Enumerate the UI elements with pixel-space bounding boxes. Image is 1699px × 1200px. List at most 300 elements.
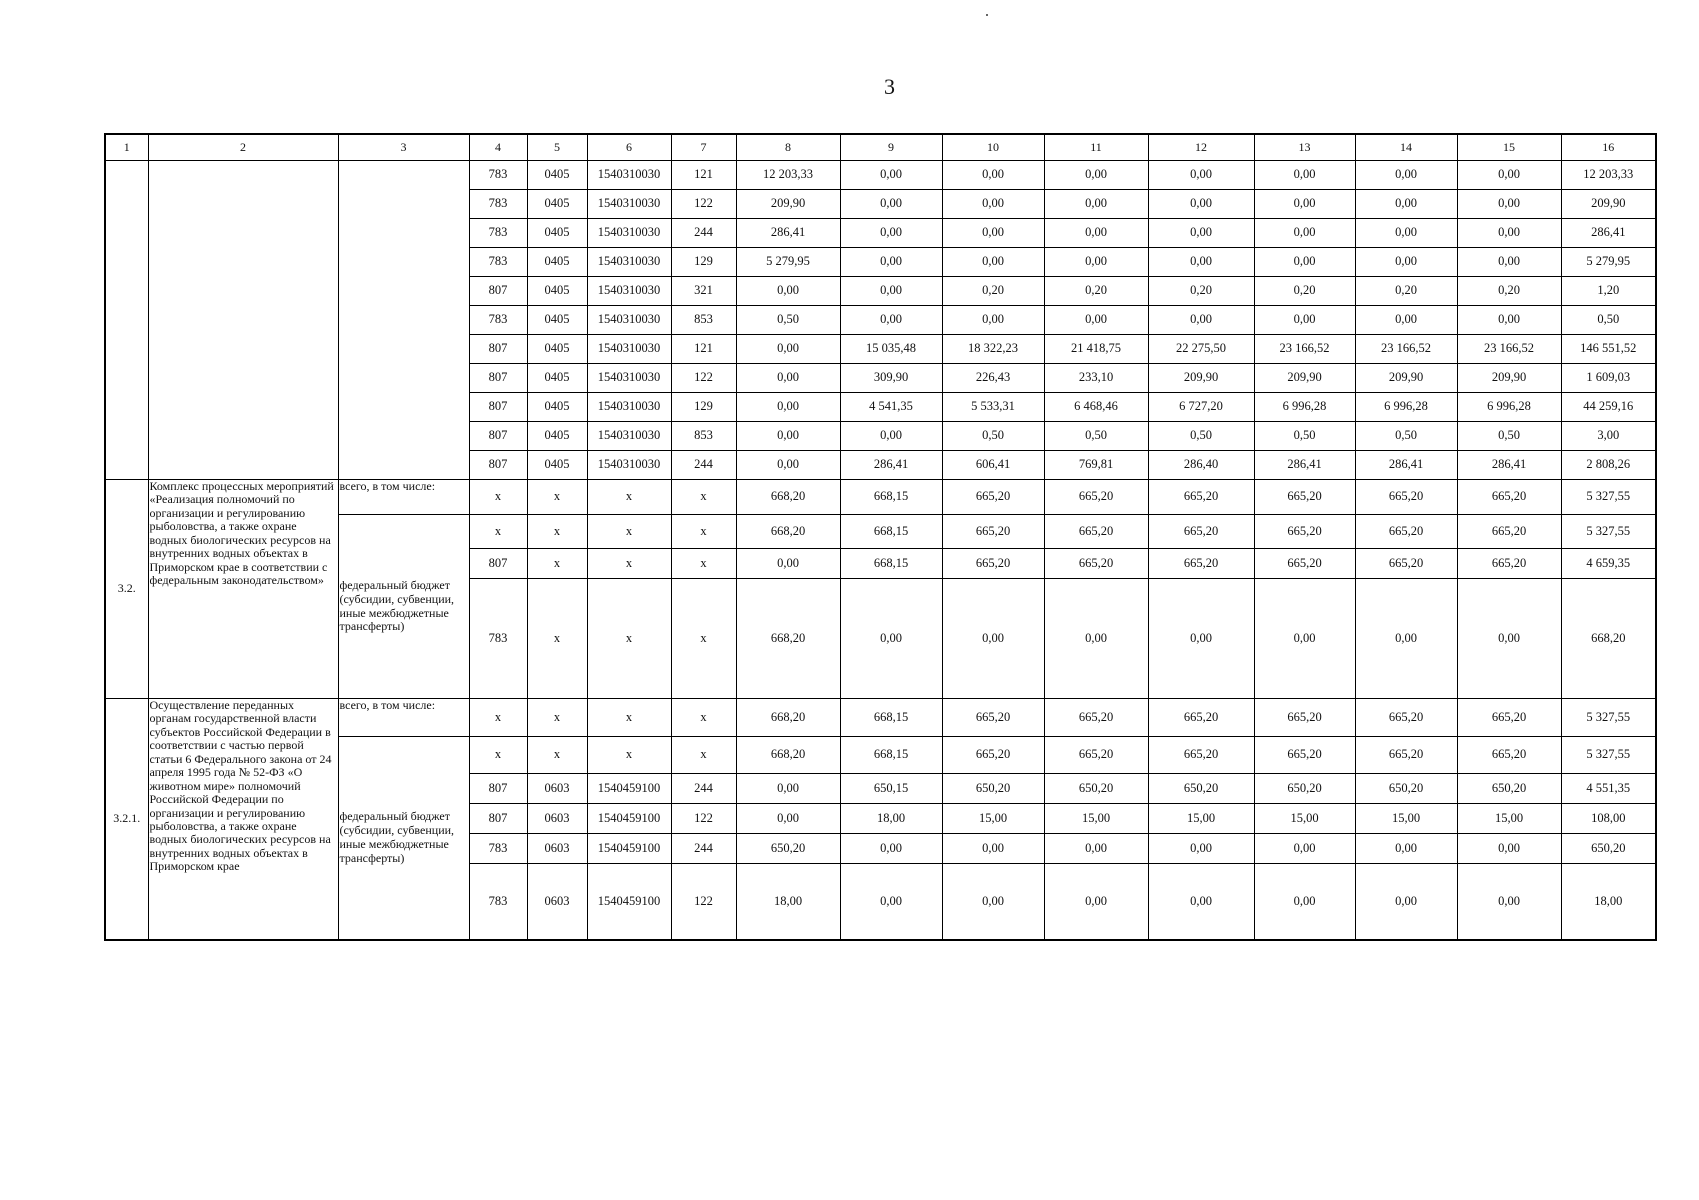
header-row [105,134,1656,161]
table-cell-col9: 668,15 [840,480,942,515]
budget-table [104,133,1657,941]
table-cell-col14: 0,00 [1355,864,1457,941]
table-cell-col4: 783 [469,306,527,335]
table-cell-col15: 6 996,28 [1457,393,1561,422]
table-cell-col12: 0,00 [1148,579,1254,699]
table-cell-col9: 0,00 [840,161,942,190]
table-cell-col11: 665,20 [1044,549,1148,579]
table-cell-col4: x [469,515,527,549]
table-cell-col8: 668,20 [736,480,840,515]
column-header-5: 5 [527,134,587,161]
table-cell-col13: 0,00 [1254,834,1355,864]
table-cell-col7: 321 [671,277,736,306]
table-cell-col15: 0,00 [1457,248,1561,277]
table-cell-col15: 0,50 [1457,422,1561,451]
table-row [105,515,1656,549]
table-cell-col11: 233,10 [1044,364,1148,393]
table-cell-col8: 668,20 [736,737,840,774]
table-cell-col13: 665,20 [1254,515,1355,549]
table-cell-col10: 0,00 [942,834,1044,864]
block1-source-cell [338,161,469,480]
table-cell-col9: 286,41 [840,451,942,480]
table-cell-col7: 129 [671,248,736,277]
table-cell-col9: 668,15 [840,737,942,774]
table-cell-col12: 0,50 [1148,422,1254,451]
table-cell-col10: 226,43 [942,364,1044,393]
table-cell-col14: 0,00 [1355,219,1457,248]
table-cell-col4: 807 [469,804,527,834]
table-cell-col8: 0,00 [736,774,840,804]
table-cell-col14: 665,20 [1355,515,1457,549]
table-cell-col7: 853 [671,422,736,451]
table-cell-col11: 769,81 [1044,451,1148,480]
table-cell-col9: 18,00 [840,804,942,834]
table-cell-col15: 15,00 [1457,804,1561,834]
table-cell-col7: x [671,480,736,515]
table-cell-col11: 0,00 [1044,579,1148,699]
table-cell-col15: 0,00 [1457,190,1561,219]
table-cell-col8: 0,50 [736,306,840,335]
column-header-8: 8 [736,134,840,161]
table-cell-col14: 15,00 [1355,804,1457,834]
table-cell-col7: 122 [671,364,736,393]
table-cell-col12: 650,20 [1148,774,1254,804]
table-cell-col5: 0603 [527,774,587,804]
table-cell-col10: 15,00 [942,804,1044,834]
item-number: 3.2. [105,480,148,699]
column-header-1: 1 [105,134,148,161]
table-cell-col10: 0,00 [942,579,1044,699]
table-cell-col7: x [671,549,736,579]
table-cell-col15: 665,20 [1457,737,1561,774]
table-cell-col16: 5 279,95 [1561,248,1656,277]
table-cell-col14: 0,00 [1355,834,1457,864]
table-cell-col7: 244 [671,219,736,248]
table-cell-col5: x [527,699,587,737]
column-header-7: 7 [671,134,736,161]
table-cell-col6: 1540310030 [587,190,671,219]
table-cell-col10: 5 533,31 [942,393,1044,422]
table-cell-col4: x [469,737,527,774]
table-cell-col9: 0,00 [840,834,942,864]
table-cell-col5: 0405 [527,190,587,219]
table-cell-col6: 1540310030 [587,219,671,248]
column-header-3: 3 [338,134,469,161]
table-cell-col14: 0,50 [1355,422,1457,451]
table-cell-col4: 783 [469,219,527,248]
table-cell-col11: 0,20 [1044,277,1148,306]
table-cell-col4: x [469,480,527,515]
table-cell-col15: 0,20 [1457,277,1561,306]
table-cell-col10: 0,00 [942,161,1044,190]
table-cell-col7: 244 [671,774,736,804]
table-cell-col10: 606,41 [942,451,1044,480]
table-cell-col14: 0,00 [1355,190,1457,219]
table-cell-col8: 286,41 [736,219,840,248]
table-cell-col5: x [527,549,587,579]
table-cell-col15: 0,00 [1457,834,1561,864]
column-header-10: 10 [942,134,1044,161]
table-cell-col12: 209,90 [1148,364,1254,393]
source-total-label: всего, в том числе: [338,699,469,737]
table-cell-col14: 0,20 [1355,277,1457,306]
table-cell-col4: 807 [469,422,527,451]
table-cell-col14: 0,00 [1355,579,1457,699]
table-cell-col14: 665,20 [1355,737,1457,774]
table-cell-col4: 783 [469,579,527,699]
table-cell-col12: 286,40 [1148,451,1254,480]
table-cell-col7: 121 [671,161,736,190]
table-cell-col6: x [587,699,671,737]
table-cell-col9: 0,00 [840,248,942,277]
table-cell-col5: 0405 [527,393,587,422]
table-cell-col15: 665,20 [1457,480,1561,515]
table-cell-col15: 23 166,52 [1457,335,1561,364]
table-cell-col8: 0,00 [736,277,840,306]
table-cell-col10: 18 322,23 [942,335,1044,364]
table-cell-col16: 108,00 [1561,804,1656,834]
table-cell-col9: 650,15 [840,774,942,804]
column-header-14: 14 [1355,134,1457,161]
table-cell-col16: 209,90 [1561,190,1656,219]
table-cell-col13: 23 166,52 [1254,335,1355,364]
table-cell-col16: 668,20 [1561,579,1656,699]
table-cell-col6: 1540310030 [587,248,671,277]
table-cell-col11: 6 468,46 [1044,393,1148,422]
table-cell-col4: 807 [469,774,527,804]
table-cell-col16: 5 327,55 [1561,699,1656,737]
table-cell-col11: 21 418,75 [1044,335,1148,364]
column-header-16: 16 [1561,134,1656,161]
table-cell-col5: 0603 [527,804,587,834]
table-cell-col11: 665,20 [1044,515,1148,549]
table-cell-col6: x [587,737,671,774]
table-cell-col11: 0,00 [1044,219,1148,248]
table-cell-col15: 0,00 [1457,306,1561,335]
table-cell-col10: 0,20 [942,277,1044,306]
source-total-label: всего, в том числе: [338,480,469,515]
table-cell-col12: 665,20 [1148,480,1254,515]
source-federal-budget-label: федеральный бюджет (субсидии, субвенции, иные межбюджетные трансферты) [338,737,469,941]
table-cell-col7: 853 [671,306,736,335]
table-cell-col6: 1540310030 [587,277,671,306]
table-cell-col12: 6 727,20 [1148,393,1254,422]
table-cell-col13: 0,00 [1254,306,1355,335]
table-cell-col14: 665,20 [1355,699,1457,737]
table-cell-col16: 18,00 [1561,864,1656,941]
table-cell-col13: 15,00 [1254,804,1355,834]
table-cell-col16: 5 327,55 [1561,515,1656,549]
table-cell-col5: 0405 [527,335,587,364]
table-cell-col8: 0,00 [736,335,840,364]
table-cell-col8: 0,00 [736,393,840,422]
table-cell-col6: x [587,515,671,549]
table-cell-col15: 286,41 [1457,451,1561,480]
table-cell-col9: 0,00 [840,190,942,219]
table-cell-col10: 665,20 [942,515,1044,549]
table-cell-col6: 1540310030 [587,306,671,335]
table-cell-col4: 807 [469,393,527,422]
scan-speck [986,14,988,16]
table-cell-col6: 1540459100 [587,804,671,834]
page-number: 3 [884,74,895,99]
source-federal-budget-label: федеральный бюджет (субсидии, субвенции, иные межбюджетные трансферты) [338,515,469,699]
table-cell-col5: 0405 [527,306,587,335]
column-header-6: 6 [587,134,671,161]
table-cell-col4: 783 [469,248,527,277]
table-cell-col13: 0,00 [1254,864,1355,941]
table-cell-col12: 665,20 [1148,549,1254,579]
table-cell-col9: 0,00 [840,422,942,451]
table-cell-col14: 209,90 [1355,364,1457,393]
table-cell-col12: 0,00 [1148,161,1254,190]
table-cell-col10: 0,00 [942,190,1044,219]
table-cell-col14: 650,20 [1355,774,1457,804]
table-cell-col7: 122 [671,804,736,834]
table-cell-col10: 0,00 [942,248,1044,277]
table-cell-col13: 0,00 [1254,161,1355,190]
table-cell-col12: 0,00 [1148,864,1254,941]
table-cell-col15: 0,00 [1457,864,1561,941]
table-cell-col10: 0,00 [942,219,1044,248]
table-cell-col16: 3,00 [1561,422,1656,451]
table-cell-col5: 0603 [527,864,587,941]
table-cell-col6: 1540459100 [587,774,671,804]
table-cell-col9: 15 035,48 [840,335,942,364]
table-cell-col15: 0,00 [1457,219,1561,248]
table-cell-col15: 0,00 [1457,579,1561,699]
table-cell-col8: 5 279,95 [736,248,840,277]
table-cell-col14: 665,20 [1355,549,1457,579]
column-header-15: 15 [1457,134,1561,161]
table-cell-col16: 146 551,52 [1561,335,1656,364]
table-cell-col16: 12 203,33 [1561,161,1656,190]
table-cell-col8: 209,90 [736,190,840,219]
table-cell-col10: 665,20 [942,480,1044,515]
table-cell-col11: 0,00 [1044,161,1148,190]
table-cell-col4: 783 [469,161,527,190]
table-cell-col6: 1540310030 [587,161,671,190]
table-cell-col10: 665,20 [942,699,1044,737]
table-cell-col6: 1540310030 [587,393,671,422]
table-cell-col8: 0,00 [736,451,840,480]
table-cell-col7: 244 [671,834,736,864]
table-cell-col13: 209,90 [1254,364,1355,393]
table-cell-col5: 0405 [527,451,587,480]
table-cell-col6: 1540310030 [587,364,671,393]
table-row [105,161,1656,190]
table-cell-col5: x [527,480,587,515]
table-cell-col11: 665,20 [1044,737,1148,774]
table-cell-col9: 0,00 [840,219,942,248]
table-cell-col5: x [527,737,587,774]
table-cell-col7: 122 [671,864,736,941]
table-cell-col7: 244 [671,451,736,480]
table-cell-col8: 650,20 [736,834,840,864]
table-cell-col16: 5 327,55 [1561,737,1656,774]
table-cell-col13: 0,00 [1254,190,1355,219]
table-cell-col7: x [671,737,736,774]
table-cell-col10: 0,50 [942,422,1044,451]
table-cell-col14: 0,00 [1355,161,1457,190]
table-cell-col11: 0,00 [1044,306,1148,335]
table-cell-col15: 650,20 [1457,774,1561,804]
column-header-12: 12 [1148,134,1254,161]
block1-desc-cell [148,161,338,480]
table-cell-col4: 783 [469,864,527,941]
table-cell-col10: 0,00 [942,864,1044,941]
table-cell-col6: 1540310030 [587,422,671,451]
table-cell-col9: 668,15 [840,549,942,579]
table-cell-col15: 209,90 [1457,364,1561,393]
column-header-2: 2 [148,134,338,161]
table-cell-col6: 1540310030 [587,451,671,480]
table-cell-col13: 665,20 [1254,737,1355,774]
table-cell-col6: x [587,549,671,579]
table-cell-col12: 0,20 [1148,277,1254,306]
table-cell-col13: 0,00 [1254,219,1355,248]
table-cell-col9: 0,00 [840,277,942,306]
item-description: Осуществление переданных органам государственной власти субъектов Российской Федерации в соответствии с частью первой статьи 6 Федерального закона от 24 апреля 1995 года № 52-ФЗ «О животном мире» полномочий Российской Федерации по организации и регулированию рыболовства, а также охране водных биологических ресурсов на внутренних водных объектах в Приморском крае [148,699,338,941]
table-cell-col11: 15,00 [1044,804,1148,834]
table-cell-col16: 1,20 [1561,277,1656,306]
table-cell-col16: 650,20 [1561,834,1656,864]
table-cell-col9: 668,15 [840,699,942,737]
table-row [105,737,1656,774]
table-cell-col11: 0,00 [1044,834,1148,864]
table-cell-col13: 0,00 [1254,248,1355,277]
table-cell-col8: 0,00 [736,549,840,579]
table-cell-col8: 0,00 [736,804,840,834]
table-cell-col13: 286,41 [1254,451,1355,480]
table-cell-col10: 650,20 [942,774,1044,804]
table-cell-col14: 23 166,52 [1355,335,1457,364]
table-cell-col4: x [469,699,527,737]
table-cell-col15: 665,20 [1457,699,1561,737]
table-cell-col8: 0,00 [736,422,840,451]
table-cell-col11: 0,00 [1044,248,1148,277]
table-cell-col11: 0,00 [1044,864,1148,941]
column-header-11: 11 [1044,134,1148,161]
table-cell-col12: 0,00 [1148,248,1254,277]
column-header-13: 13 [1254,134,1355,161]
table-cell-col8: 668,20 [736,699,840,737]
table-cell-col4: 807 [469,549,527,579]
table-cell-col6: 1540310030 [587,335,671,364]
table-cell-col7: 122 [671,190,736,219]
table-cell-col12: 15,00 [1148,804,1254,834]
table-cell-col14: 0,00 [1355,306,1457,335]
table-cell-col13: 0,20 [1254,277,1355,306]
table-cell-col16: 5 327,55 [1561,480,1656,515]
table-cell-col6: 1540459100 [587,834,671,864]
table-cell-col5: 0405 [527,219,587,248]
column-header-9: 9 [840,134,942,161]
table-cell-col4: 783 [469,834,527,864]
table-cell-col14: 665,20 [1355,480,1457,515]
table-cell-col9: 4 541,35 [840,393,942,422]
table-cell-col11: 0,50 [1044,422,1148,451]
table-cell-col11: 665,20 [1044,480,1148,515]
table-cell-col6: x [587,579,671,699]
table-cell-col13: 0,00 [1254,579,1355,699]
table-cell-col16: 44 259,16 [1561,393,1656,422]
table-cell-col13: 665,20 [1254,480,1355,515]
table-cell-col5: 0405 [527,248,587,277]
table-cell-col13: 6 996,28 [1254,393,1355,422]
table-cell-col12: 0,00 [1148,190,1254,219]
table-cell-col6: 1540459100 [587,864,671,941]
table-cell-col12: 22 275,50 [1148,335,1254,364]
table-cell-col12: 0,00 [1148,306,1254,335]
table-cell-col12: 0,00 [1148,834,1254,864]
table-cell-col9: 668,15 [840,515,942,549]
table-cell-col16: 4 659,35 [1561,549,1656,579]
table-cell-col8: 18,00 [736,864,840,941]
item-number: 3.2.1. [105,699,148,941]
table-cell-col4: 783 [469,190,527,219]
table-cell-col8: 668,20 [736,579,840,699]
table-row [105,480,1656,515]
table-cell-col5: 0405 [527,277,587,306]
table-cell-col9: 0,00 [840,579,942,699]
table-cell-col8: 0,00 [736,364,840,393]
table-cell-col12: 665,20 [1148,737,1254,774]
table-cell-col8: 668,20 [736,515,840,549]
table-cell-col4: 807 [469,335,527,364]
block1-num-cell [105,161,148,480]
table-cell-col16: 286,41 [1561,219,1656,248]
table-cell-col7: x [671,515,736,549]
table-cell-col11: 650,20 [1044,774,1148,804]
table-cell-col5: 0405 [527,422,587,451]
table-cell-col8: 12 203,33 [736,161,840,190]
table-row [105,699,1656,737]
table-cell-col11: 0,00 [1044,190,1148,219]
table-cell-col13: 665,20 [1254,699,1355,737]
table-cell-col14: 0,00 [1355,248,1457,277]
table-cell-col4: 807 [469,277,527,306]
table-cell-col14: 6 996,28 [1355,393,1457,422]
table-cell-col5: x [527,579,587,699]
table-cell-col7: 121 [671,335,736,364]
table-cell-col4: 807 [469,451,527,480]
table-cell-col15: 0,00 [1457,161,1561,190]
table-cell-col13: 665,20 [1254,549,1355,579]
table-cell-col9: 0,00 [840,306,942,335]
table-cell-col12: 0,00 [1148,219,1254,248]
table-cell-col4: 807 [469,364,527,393]
table-cell-col11: 665,20 [1044,699,1148,737]
table-cell-col6: x [587,480,671,515]
table-cell-col10: 665,20 [942,549,1044,579]
table-cell-col5: 0405 [527,364,587,393]
table-cell-col15: 665,20 [1457,549,1561,579]
table-cell-col16: 1 609,03 [1561,364,1656,393]
table-cell-col14: 286,41 [1355,451,1457,480]
table-cell-col10: 665,20 [942,737,1044,774]
table-cell-col16: 2 808,26 [1561,451,1656,480]
table-cell-col5: x [527,515,587,549]
table-cell-col9: 0,00 [840,864,942,941]
table-cell-col12: 665,20 [1148,699,1254,737]
table-cell-col16: 0,50 [1561,306,1656,335]
table-cell-col12: 665,20 [1148,515,1254,549]
table-cell-col10: 0,00 [942,306,1044,335]
table-cell-col5: 0603 [527,834,587,864]
item-description: Комплекс процессных мероприятий «Реализация полномочий по организации и регулированию рыболовства, а также охране водных биологических ресурсов на внутренних водных объектах в Приморском крае в соответствии с федеральным законодательством» [148,480,338,699]
table-cell-col13: 650,20 [1254,774,1355,804]
